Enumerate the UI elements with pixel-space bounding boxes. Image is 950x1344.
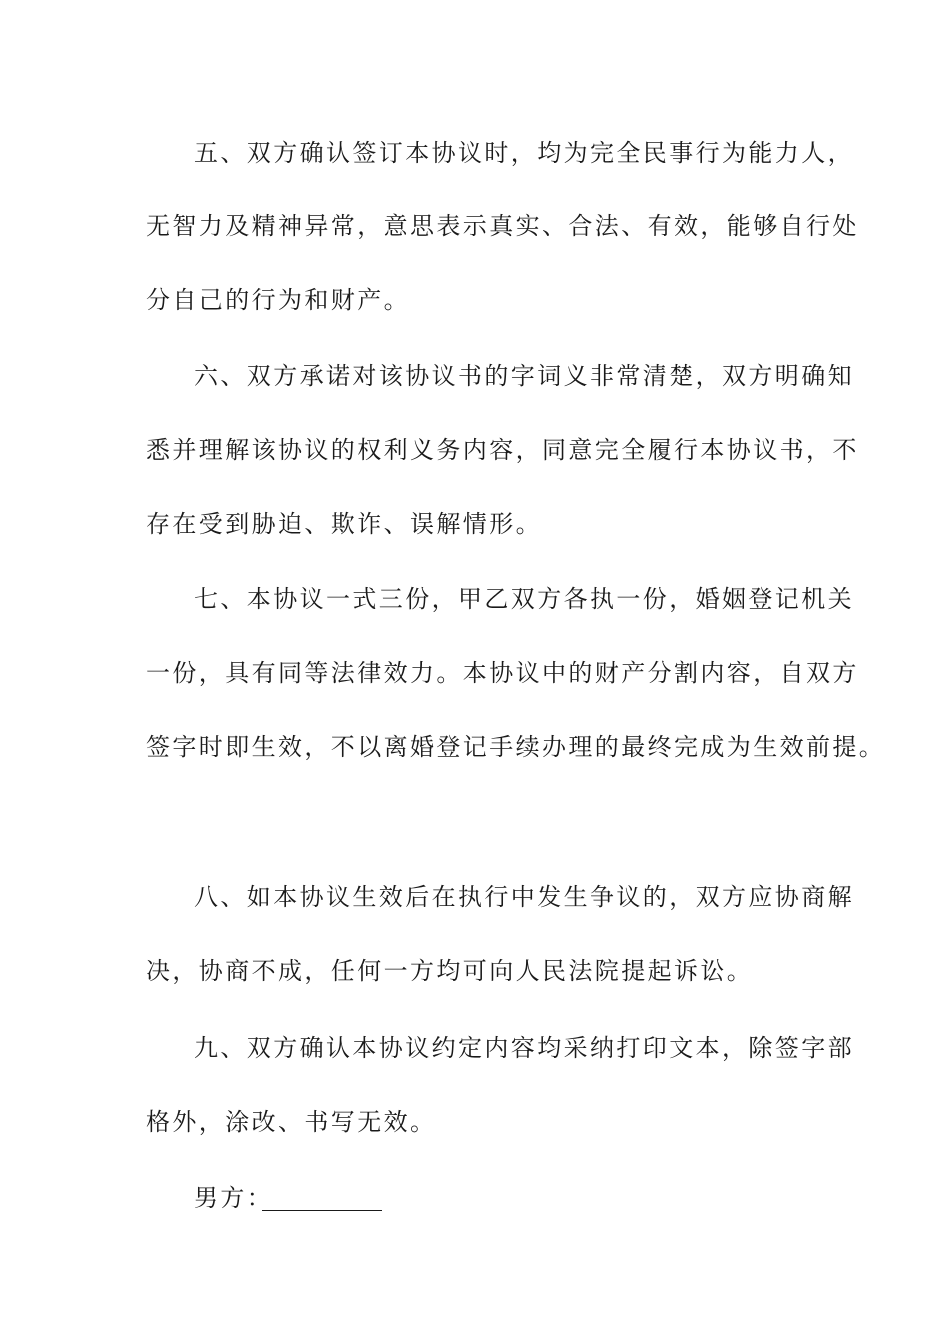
paragraph-six-line-2: 悉并理解该协议的权利义务内容，同意完全履行本协议书，不 (146, 436, 859, 464)
paragraph-five-line-3: 分自己的行为和财产。 (146, 286, 410, 314)
paragraph-five-line-2: 无智力及精神异常，意思表示真实、合法、有效，能够自行处 (146, 212, 859, 240)
paragraph-seven-line-2: 一份，具有同等法律效力。本协议中的财产分割内容，自双方 (146, 659, 859, 687)
signature-label-male: 男方： (194, 1184, 274, 1212)
paragraph-eight-line-2: 决，协商不成，任何一方均可向人民法院提起诉讼。 (146, 957, 754, 985)
paragraph-seven-line-3: 签字时即生效，不以离婚登记手续办理的最终完成为生效前提。 (146, 733, 886, 761)
paragraph-nine-line-1: 九、双方确认本协议约定内容均采纳打印文本，除签字部 (194, 1034, 854, 1062)
paragraph-five-line-1: 五、双方确认签订本协议时，均为完全民事行为能力人， (194, 139, 854, 167)
paragraph-six-line-3: 存在受到胁迫、欺诈、误解情形。 (146, 510, 542, 538)
paragraph-nine-line-2: 格外，涂改、书写无效。 (146, 1108, 437, 1136)
paragraph-eight-line-1: 八、如本协议生效后在执行中发生争议的，双方应协商解 (194, 883, 854, 911)
paragraph-six-line-1: 六、双方承诺对该协议书的字词义非常清楚，双方明确知 (194, 362, 854, 390)
paragraph-seven-line-1: 七、本协议一式三份，甲乙双方各执一份，婚姻登记机关 (194, 585, 854, 613)
signature-blank-line (262, 1210, 382, 1211)
